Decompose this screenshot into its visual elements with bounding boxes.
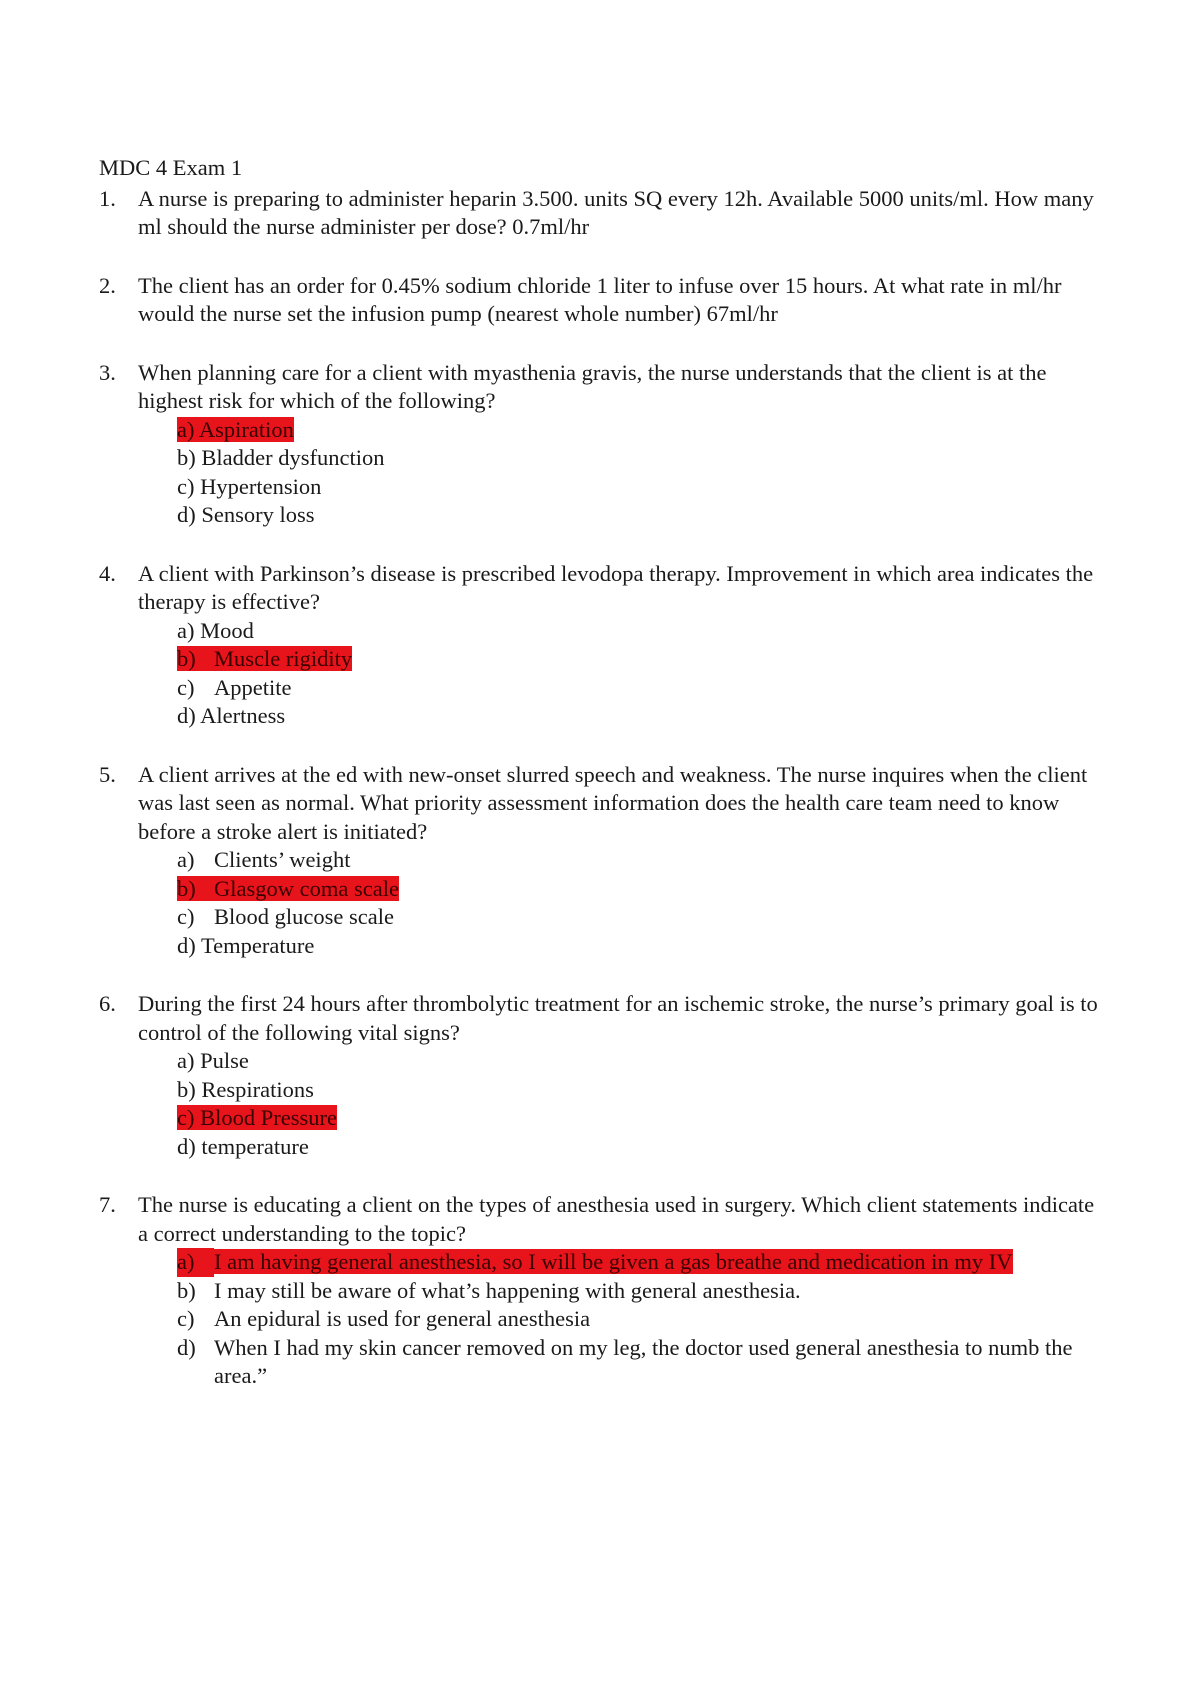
question-number: 1. <box>99 185 116 211</box>
option-letter: a) <box>177 847 195 872</box>
question-1 <box>99 185 1109 242</box>
option-text: Hypertension <box>200 473 322 499</box>
question-text: When planning care for a client with myasthenia gravis, the nurse understands that the client is at the highest risk for which of the following? <box>138 359 1047 413</box>
answer-options <box>138 617 1109 731</box>
answer-option <box>177 1305 1109 1334</box>
question-text: The client has an order for 0.45% sodium chloride 1 liter to infuse over 15 hours. At what rate in ml/hr would the nurse set the infusion pump (nearest whole number) 67ml/hr <box>138 272 1062 326</box>
option-letter: d) <box>177 502 196 527</box>
question-text: A client with Parkinson’s disease is prescribed levodopa therapy. Improvement in which area indicates the therapy is effective? <box>138 560 1094 614</box>
question-2 <box>99 272 1109 329</box>
option-text: Blood glucose scale <box>214 904 394 929</box>
question-6 <box>99 990 1109 1161</box>
answer-options <box>138 846 1109 960</box>
option-letter: a) <box>177 617 195 643</box>
question-3 <box>99 359 1109 530</box>
option-letter: c) <box>177 1105 195 1130</box>
option-letter: d) <box>177 1133 196 1159</box>
answer-options <box>138 416 1109 530</box>
option-text: Blood Pressure <box>200 1105 337 1130</box>
question-4 <box>99 560 1109 731</box>
question-7 <box>99 1191 1109 1391</box>
answer-option <box>177 875 1109 904</box>
option-letter: a) <box>177 1048 195 1073</box>
option-letter: a) <box>177 1248 214 1277</box>
option-letter: d) <box>177 932 196 958</box>
option-letter: b) <box>177 1277 196 1303</box>
answer-option <box>177 501 1109 530</box>
answer-option <box>177 1248 1109 1277</box>
question-body <box>138 185 1109 242</box>
question-5 <box>99 761 1109 961</box>
question-number: 6. <box>99 991 116 1016</box>
option-text: Pulse <box>200 1048 249 1073</box>
question-number: 2. <box>99 272 116 298</box>
question-number: 7. <box>99 1192 116 1217</box>
option-text: When I had my skin cancer removed on my leg, the doctor used general anesthesia to numb the area.” <box>214 1334 1073 1388</box>
question-body <box>138 990 1109 1161</box>
answer-option <box>177 444 1109 473</box>
option-text: An epidural is used for general anesthesia <box>214 1306 591 1331</box>
option-text: I may still be aware of what’s happening with general anesthesia. <box>214 1277 801 1303</box>
answer-option <box>177 846 1109 875</box>
question-number: 3. <box>99 359 116 385</box>
question-body <box>138 272 1109 329</box>
option-letter: c) <box>177 1306 195 1331</box>
answer-option <box>177 1277 1109 1306</box>
answer-option <box>177 617 1109 646</box>
document-title: MDC 4 Exam 1 <box>99 155 243 180</box>
option-text: Sensory loss <box>201 502 315 527</box>
question-body <box>138 1191 1109 1391</box>
option-text: Alertness <box>200 703 286 728</box>
option-letter: b) <box>177 646 196 671</box>
highlighted-answer: I am having general anesthesia, so I will be given a gas breathe and medication in my IV <box>214 1249 1013 1274</box>
question-text: A nurse is preparing to administer heparin 3.500. units SQ every 12h. Available 5000 units/ml. How many ml should the nurse administer per dose? 0.7ml/hr <box>138 185 1094 239</box>
question-text: A client arrives at the ed with new-onset slurred speech and weakness. The nurse inquires when the client was last seen as normal. What priority assessment information does the health care team need to know before a stroke alert is initiated? <box>138 761 1088 844</box>
option-text: Muscle rigidity <box>214 646 353 671</box>
question-text: The nurse is educating a client on the types of anesthesia used in surgery. Which client statements indicate a correct understanding to the topic? <box>138 1192 1095 1246</box>
answer-options <box>138 1248 1109 1391</box>
option-text: Glasgow coma scale <box>214 875 399 901</box>
highlighted-answer <box>177 646 352 671</box>
answer-option <box>177 1104 1109 1133</box>
option-text: Temperature <box>200 932 315 958</box>
question-number: 4. <box>99 560 116 586</box>
option-letter: c) <box>177 904 195 929</box>
option-text: Aspiration <box>198 416 294 442</box>
question-body <box>138 761 1109 961</box>
option-text: Respirations <box>201 1076 314 1102</box>
option-letter: d) <box>177 703 196 728</box>
highlighted-answer <box>177 1105 337 1130</box>
option-text: Appetite <box>214 674 292 700</box>
question-text: During the first 24 hours after thrombolytic treatment for an ischemic stroke, the nurse’s primary goal is to control of the following vital signs? <box>138 991 1098 1045</box>
option-text: Mood <box>200 617 254 643</box>
answer-option <box>177 932 1109 961</box>
option-letter: b) <box>177 875 196 901</box>
question-body <box>138 560 1109 731</box>
answer-option <box>177 674 1109 703</box>
option-letter: a) <box>177 416 195 442</box>
answer-option <box>177 1334 1109 1391</box>
option-letter: b) <box>177 1076 196 1102</box>
highlighted-answer <box>177 417 294 442</box>
option-letter: c) <box>177 473 195 499</box>
answer-option <box>177 1047 1109 1076</box>
option-text-wrap <box>214 1248 1013 1277</box>
answer-options <box>138 1047 1109 1161</box>
option-letter: c) <box>177 674 195 700</box>
option-letter: d) <box>177 1334 196 1360</box>
option-text: Clients’ weight <box>214 847 351 872</box>
answer-option <box>177 473 1109 502</box>
answer-option <box>177 702 1109 731</box>
highlighted-answer <box>177 876 399 901</box>
option-letter: b) <box>177 445 196 470</box>
option-text: temperature <box>201 1133 309 1159</box>
option-text: Bladder dysfunction <box>201 445 385 470</box>
answer-option <box>177 1133 1109 1162</box>
answer-option <box>177 1076 1109 1105</box>
question-number: 5. <box>99 761 116 787</box>
question-body <box>138 359 1109 530</box>
answer-option <box>177 645 1109 674</box>
answer-option <box>177 903 1109 932</box>
answer-option <box>177 416 1109 445</box>
document-content <box>99 154 1109 1421</box>
